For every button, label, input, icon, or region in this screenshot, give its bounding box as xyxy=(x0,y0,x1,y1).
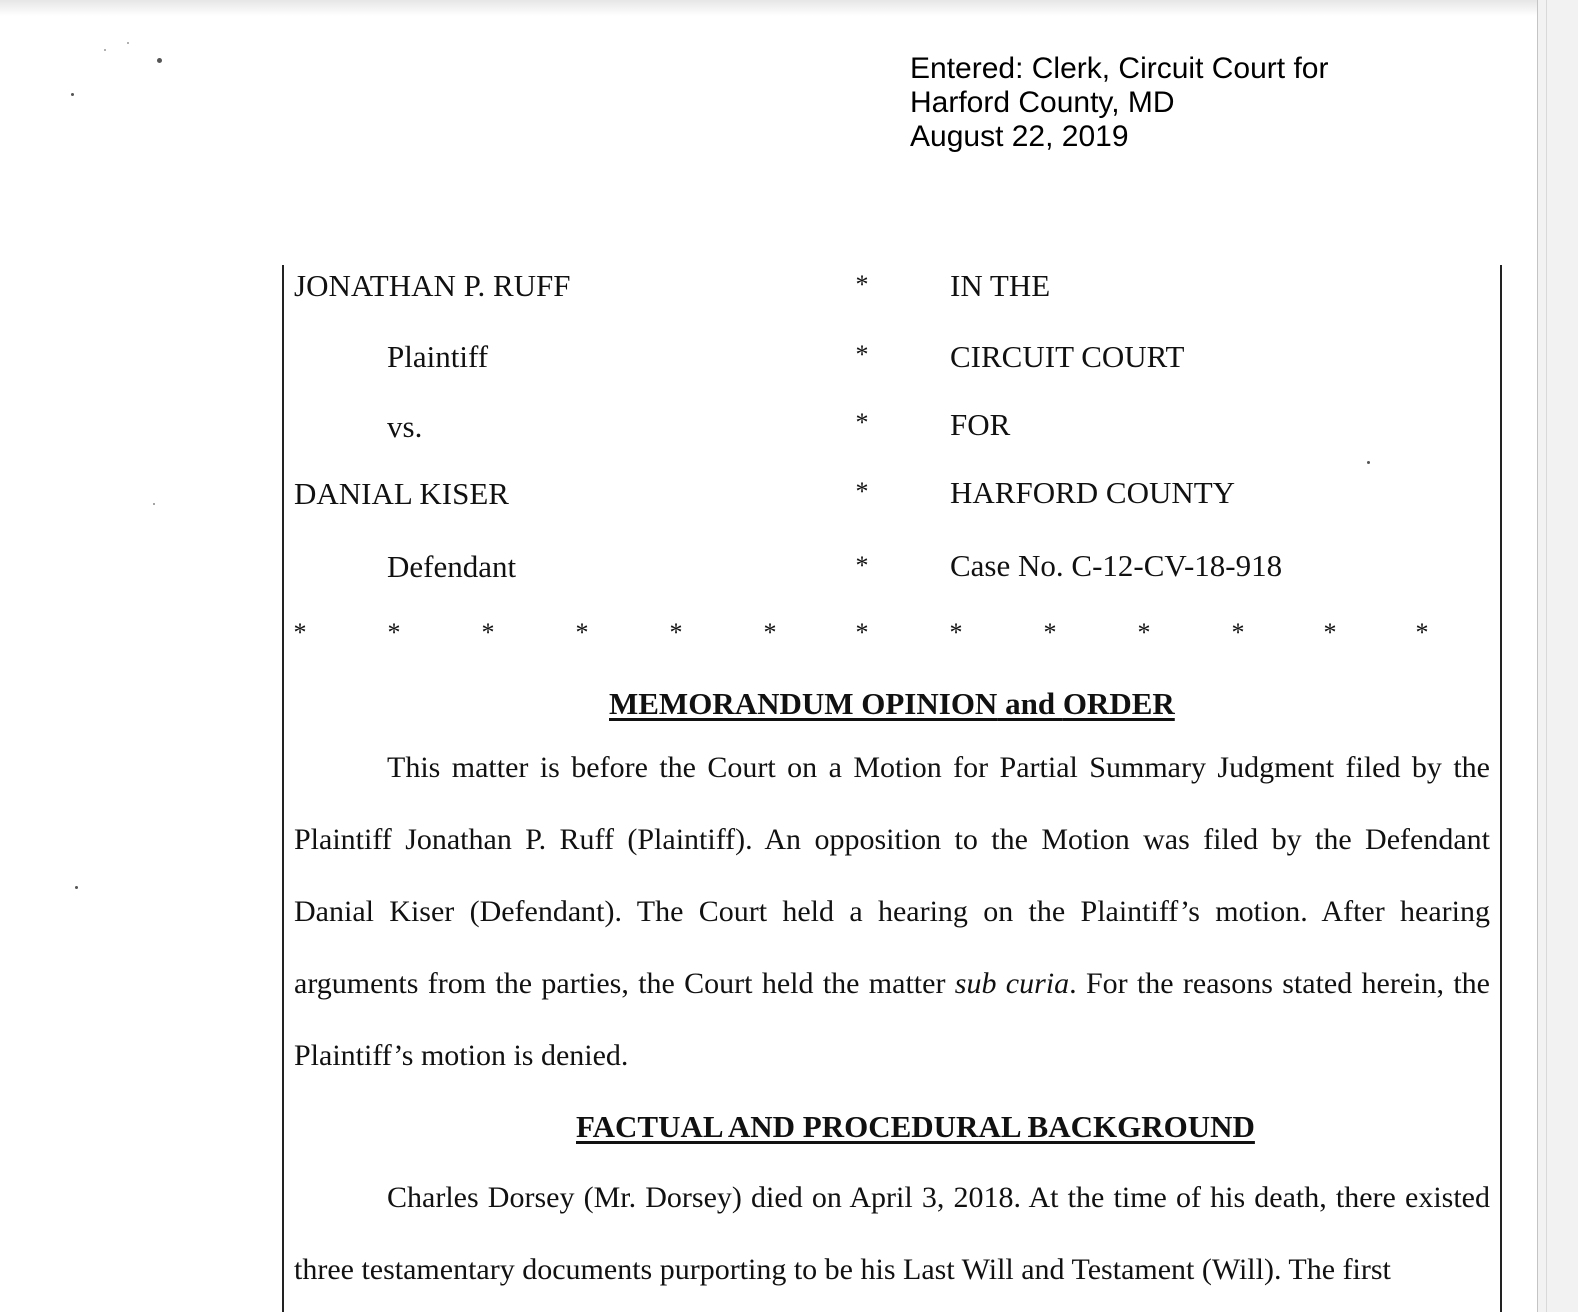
paragraph-text: This matter is before the Court on a Motion for Partial Summary Judgment filed by the Plaintiff Jonathan P. Ruff (Plaintiff). An opposition to the Motion was filed by the Defendant Danial Kiser (Defendant). The Court held a hearing on the Plaintiff’s motion. After hearing arguments from the parties, the Court held the matter xyxy=(294,751,1490,1000)
latin-phrase: sub curia xyxy=(954,967,1070,1000)
left-margin-rule xyxy=(282,265,284,1312)
defendant-name: DANIAL KISER xyxy=(294,476,509,511)
separator-star: * xyxy=(1323,618,1337,647)
section-heading: FACTUAL AND PROCEDURAL BACKGROUND xyxy=(576,1109,1255,1144)
page-edge xyxy=(1537,0,1578,1312)
plaintiff-name: JONATHAN P. RUFF xyxy=(294,268,571,303)
scan-speck xyxy=(153,503,155,505)
title-part-order: ORDER xyxy=(1062,686,1175,721)
clerk-entry-stamp xyxy=(910,52,1328,154)
opening-paragraph xyxy=(294,732,1490,1092)
separator-star: * xyxy=(387,618,401,647)
separator-star: * xyxy=(575,618,589,647)
paragraph-text-end: . For the reasons stated herein, the Plaintiff’s motion is denied. xyxy=(294,967,1490,1072)
scan-speck xyxy=(71,93,74,96)
separator-star: * xyxy=(293,618,307,647)
defendant-role: Defendant xyxy=(387,549,517,584)
separator-star: * xyxy=(481,618,495,647)
plaintiff-role: Plaintiff xyxy=(387,339,489,374)
separator-star: * xyxy=(669,618,683,647)
separator-star: * xyxy=(763,618,777,647)
caption-star: * xyxy=(855,270,869,299)
caption-star: * xyxy=(855,477,869,506)
court-line-county: HARFORD COUNTY xyxy=(950,475,1236,510)
scan-speck xyxy=(104,49,106,51)
versus: vs. xyxy=(387,409,423,444)
court-line-circuit-court: CIRCUIT COURT xyxy=(950,339,1185,374)
court-line-for: FOR xyxy=(950,407,1011,442)
caption-star: * xyxy=(855,551,869,580)
document-title xyxy=(609,686,1175,722)
separator-star: * xyxy=(1231,618,1245,647)
scan-speck xyxy=(1367,461,1370,464)
title-joiner: and xyxy=(997,686,1063,721)
separator-star: * xyxy=(1415,618,1429,647)
stamp-line-county: Harford County, MD xyxy=(910,86,1175,119)
scan-speck xyxy=(75,886,78,889)
scan-speck xyxy=(127,42,129,44)
background-paragraph: Charles Dorsey (Mr. Dorsey) died on April 3, 2018. At the time of his death, there existed three testamentary documents purporting to be his Last Will and Testament (Will). The first xyxy=(294,1181,1490,1286)
stamp-line-entered: Entered: Clerk, Circuit Court for xyxy=(910,52,1329,85)
separator-star: * xyxy=(1043,618,1057,647)
case-number: Case No. C-12-CV-18-918 xyxy=(950,548,1283,583)
scan-speck xyxy=(157,58,162,63)
caption-star: * xyxy=(855,340,869,369)
title-part-memorandum: MEMORANDUM OPINION xyxy=(609,686,998,721)
caption-star: * xyxy=(855,408,869,437)
separator-star: * xyxy=(855,618,869,647)
separator-star: * xyxy=(1137,618,1151,647)
separator-star: * xyxy=(949,618,963,647)
stamp-line-date: August 22, 2019 xyxy=(910,120,1129,153)
right-margin-rule xyxy=(1500,265,1502,1312)
court-line-in-the: IN THE xyxy=(950,268,1051,303)
page-top-shadow xyxy=(0,0,1578,16)
